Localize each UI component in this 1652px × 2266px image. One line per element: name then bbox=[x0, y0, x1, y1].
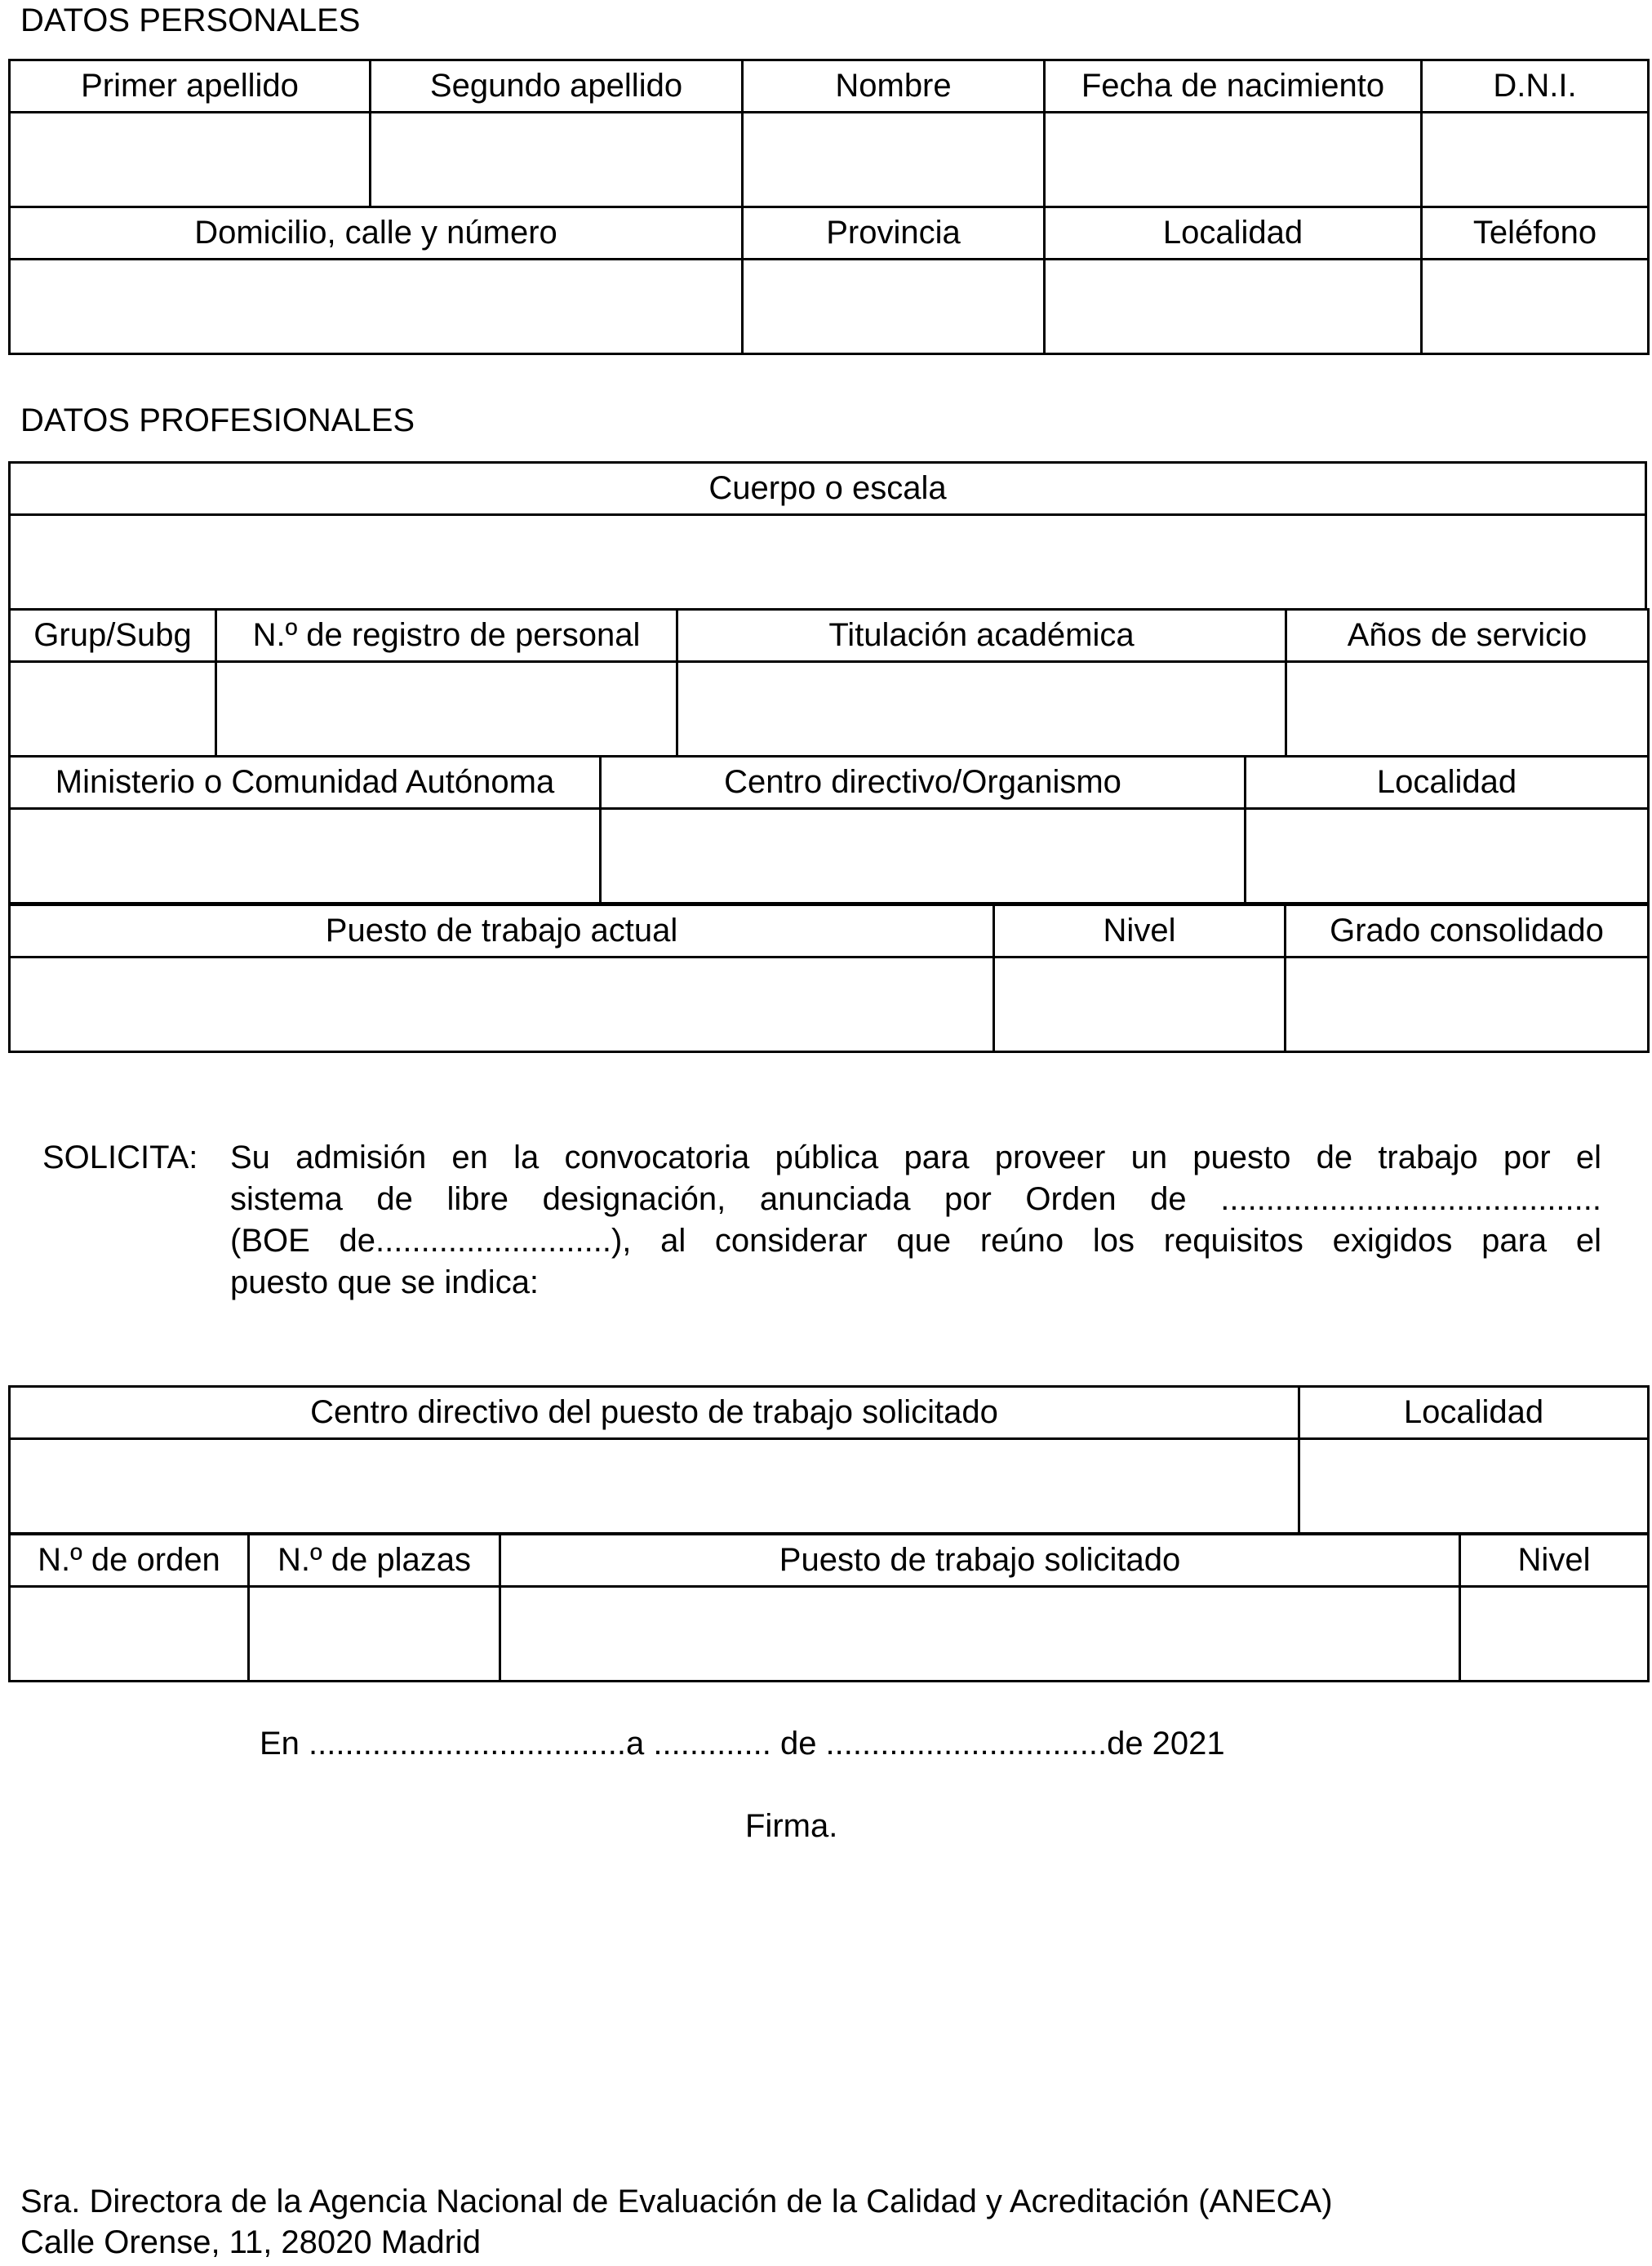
field-puesto-solicitado[interactable] bbox=[500, 1587, 1460, 1682]
solicita-line: Su admisión en la convocatoria pública para proveer un puesto de trabajo por el bbox=[230, 1140, 1601, 1175]
header-localidad: Localidad bbox=[1045, 207, 1422, 260]
field-fecha-nacimiento[interactable] bbox=[1045, 113, 1422, 207]
header-centro-directivo: Centro directivo/Organismo bbox=[601, 757, 1246, 809]
field-numero-orden[interactable] bbox=[10, 1587, 249, 1682]
header-grado-consolidado: Grado consolidado bbox=[1286, 905, 1649, 957]
solicita-text bbox=[230, 1137, 1601, 1304]
field-cuerpo-escala[interactable] bbox=[10, 515, 1646, 610]
header-nombre: Nombre bbox=[743, 60, 1045, 113]
solicita-paragraph bbox=[42, 1137, 1601, 1304]
signature-label: Firma. bbox=[745, 1808, 838, 1844]
header-registro-personal: N.º de registro de personal bbox=[216, 610, 677, 662]
header-localidad-profesional: Localidad bbox=[1246, 757, 1649, 809]
solicita-line: puesto que se indica: bbox=[230, 1264, 540, 1300]
header-telefono: Teléfono bbox=[1422, 207, 1649, 260]
header-provincia: Provincia bbox=[743, 207, 1045, 260]
header-localidad-solicitada: Localidad bbox=[1299, 1387, 1649, 1439]
field-nivel-solicitado[interactable] bbox=[1460, 1587, 1649, 1682]
recipient-line: Sra. Directora de la Agencia Nacional de Evaluación de la Calidad y Acreditación (ANECA) bbox=[20, 2184, 1333, 2219]
field-numero-plazas[interactable] bbox=[249, 1587, 500, 1682]
header-fecha-nacimiento: Fecha de nacimiento bbox=[1045, 60, 1422, 113]
field-centro-directivo[interactable] bbox=[601, 809, 1246, 904]
organismo-table bbox=[8, 755, 1650, 904]
header-numero-plazas: N.º de plazas bbox=[249, 1535, 500, 1587]
header-centro-solicitado: Centro directivo del puesto de trabajo solicitado bbox=[10, 1387, 1299, 1439]
field-anos-servicio[interactable] bbox=[1286, 662, 1649, 757]
header-puesto-actual: Puesto de trabajo actual bbox=[10, 905, 994, 957]
solicita-label: SOLICITA: bbox=[42, 1140, 198, 1175]
header-primer-apellido: Primer apellido bbox=[10, 60, 371, 113]
puesto-actual-table bbox=[8, 904, 1650, 1053]
field-puesto-actual[interactable] bbox=[10, 957, 994, 1052]
field-domicilio[interactable] bbox=[10, 260, 743, 354]
puesto-solicitado-table bbox=[8, 1533, 1650, 1682]
cuerpo-table bbox=[8, 461, 1647, 611]
field-nombre[interactable] bbox=[743, 113, 1045, 207]
solicita-line: sistema de libre designación, anunciada por Orden de .......................................... bbox=[230, 1181, 1601, 1217]
field-telefono[interactable] bbox=[1422, 260, 1649, 354]
header-cuerpo-escala: Cuerpo o escala bbox=[10, 463, 1646, 515]
header-ministerio: Ministerio o Comunidad Autónoma bbox=[10, 757, 601, 809]
header-puesto-solicitado: Puesto de trabajo solicitado bbox=[500, 1535, 1460, 1587]
field-centro-solicitado[interactable] bbox=[10, 1439, 1299, 1534]
field-localidad-solicitada[interactable] bbox=[1299, 1439, 1649, 1534]
personal-data-table bbox=[8, 59, 1650, 355]
header-dni: D.N.I. bbox=[1422, 60, 1649, 113]
field-provincia[interactable] bbox=[743, 260, 1045, 354]
field-grupo-subgrupo[interactable] bbox=[10, 662, 216, 757]
field-ministerio[interactable] bbox=[10, 809, 601, 904]
header-grupo-subgrupo: Grup/Subg bbox=[10, 610, 216, 662]
field-segundo-apellido[interactable] bbox=[371, 113, 743, 207]
header-nivel-actual: Nivel bbox=[994, 905, 1286, 957]
field-registro-personal[interactable] bbox=[216, 662, 677, 757]
field-localidad-profesional[interactable] bbox=[1246, 809, 1649, 904]
header-nivel-solicitado: Nivel bbox=[1460, 1535, 1649, 1587]
centro-solicitado-table bbox=[8, 1385, 1650, 1535]
section-title-personal: DATOS PERSONALES bbox=[20, 2, 361, 38]
field-localidad[interactable] bbox=[1045, 260, 1422, 354]
registro-table bbox=[8, 608, 1650, 758]
field-nivel-actual[interactable] bbox=[994, 957, 1286, 1052]
solicita-line: (BOE de..........................), al considerar que reúno los requisitos exigidos para el bbox=[230, 1223, 1601, 1259]
section-title-professional: DATOS PROFESIONALES bbox=[20, 402, 415, 438]
place-date-line: En ...................................a ............. de ...............................de 2021 bbox=[260, 1726, 1225, 1762]
header-segundo-apellido: Segundo apellido bbox=[371, 60, 743, 113]
field-grado-consolidado[interactable] bbox=[1286, 957, 1649, 1052]
field-titulacion[interactable] bbox=[677, 662, 1286, 757]
header-titulacion: Titulación académica bbox=[677, 610, 1286, 662]
recipient-address: Calle Orense, 11, 28020 Madrid bbox=[20, 2224, 482, 2260]
header-numero-orden: N.º de orden bbox=[10, 1535, 249, 1587]
header-domicilio: Domicilio, calle y número bbox=[10, 207, 743, 260]
field-dni[interactable] bbox=[1422, 113, 1649, 207]
header-anos-servicio: Años de servicio bbox=[1286, 610, 1649, 662]
field-primer-apellido[interactable] bbox=[10, 113, 371, 207]
